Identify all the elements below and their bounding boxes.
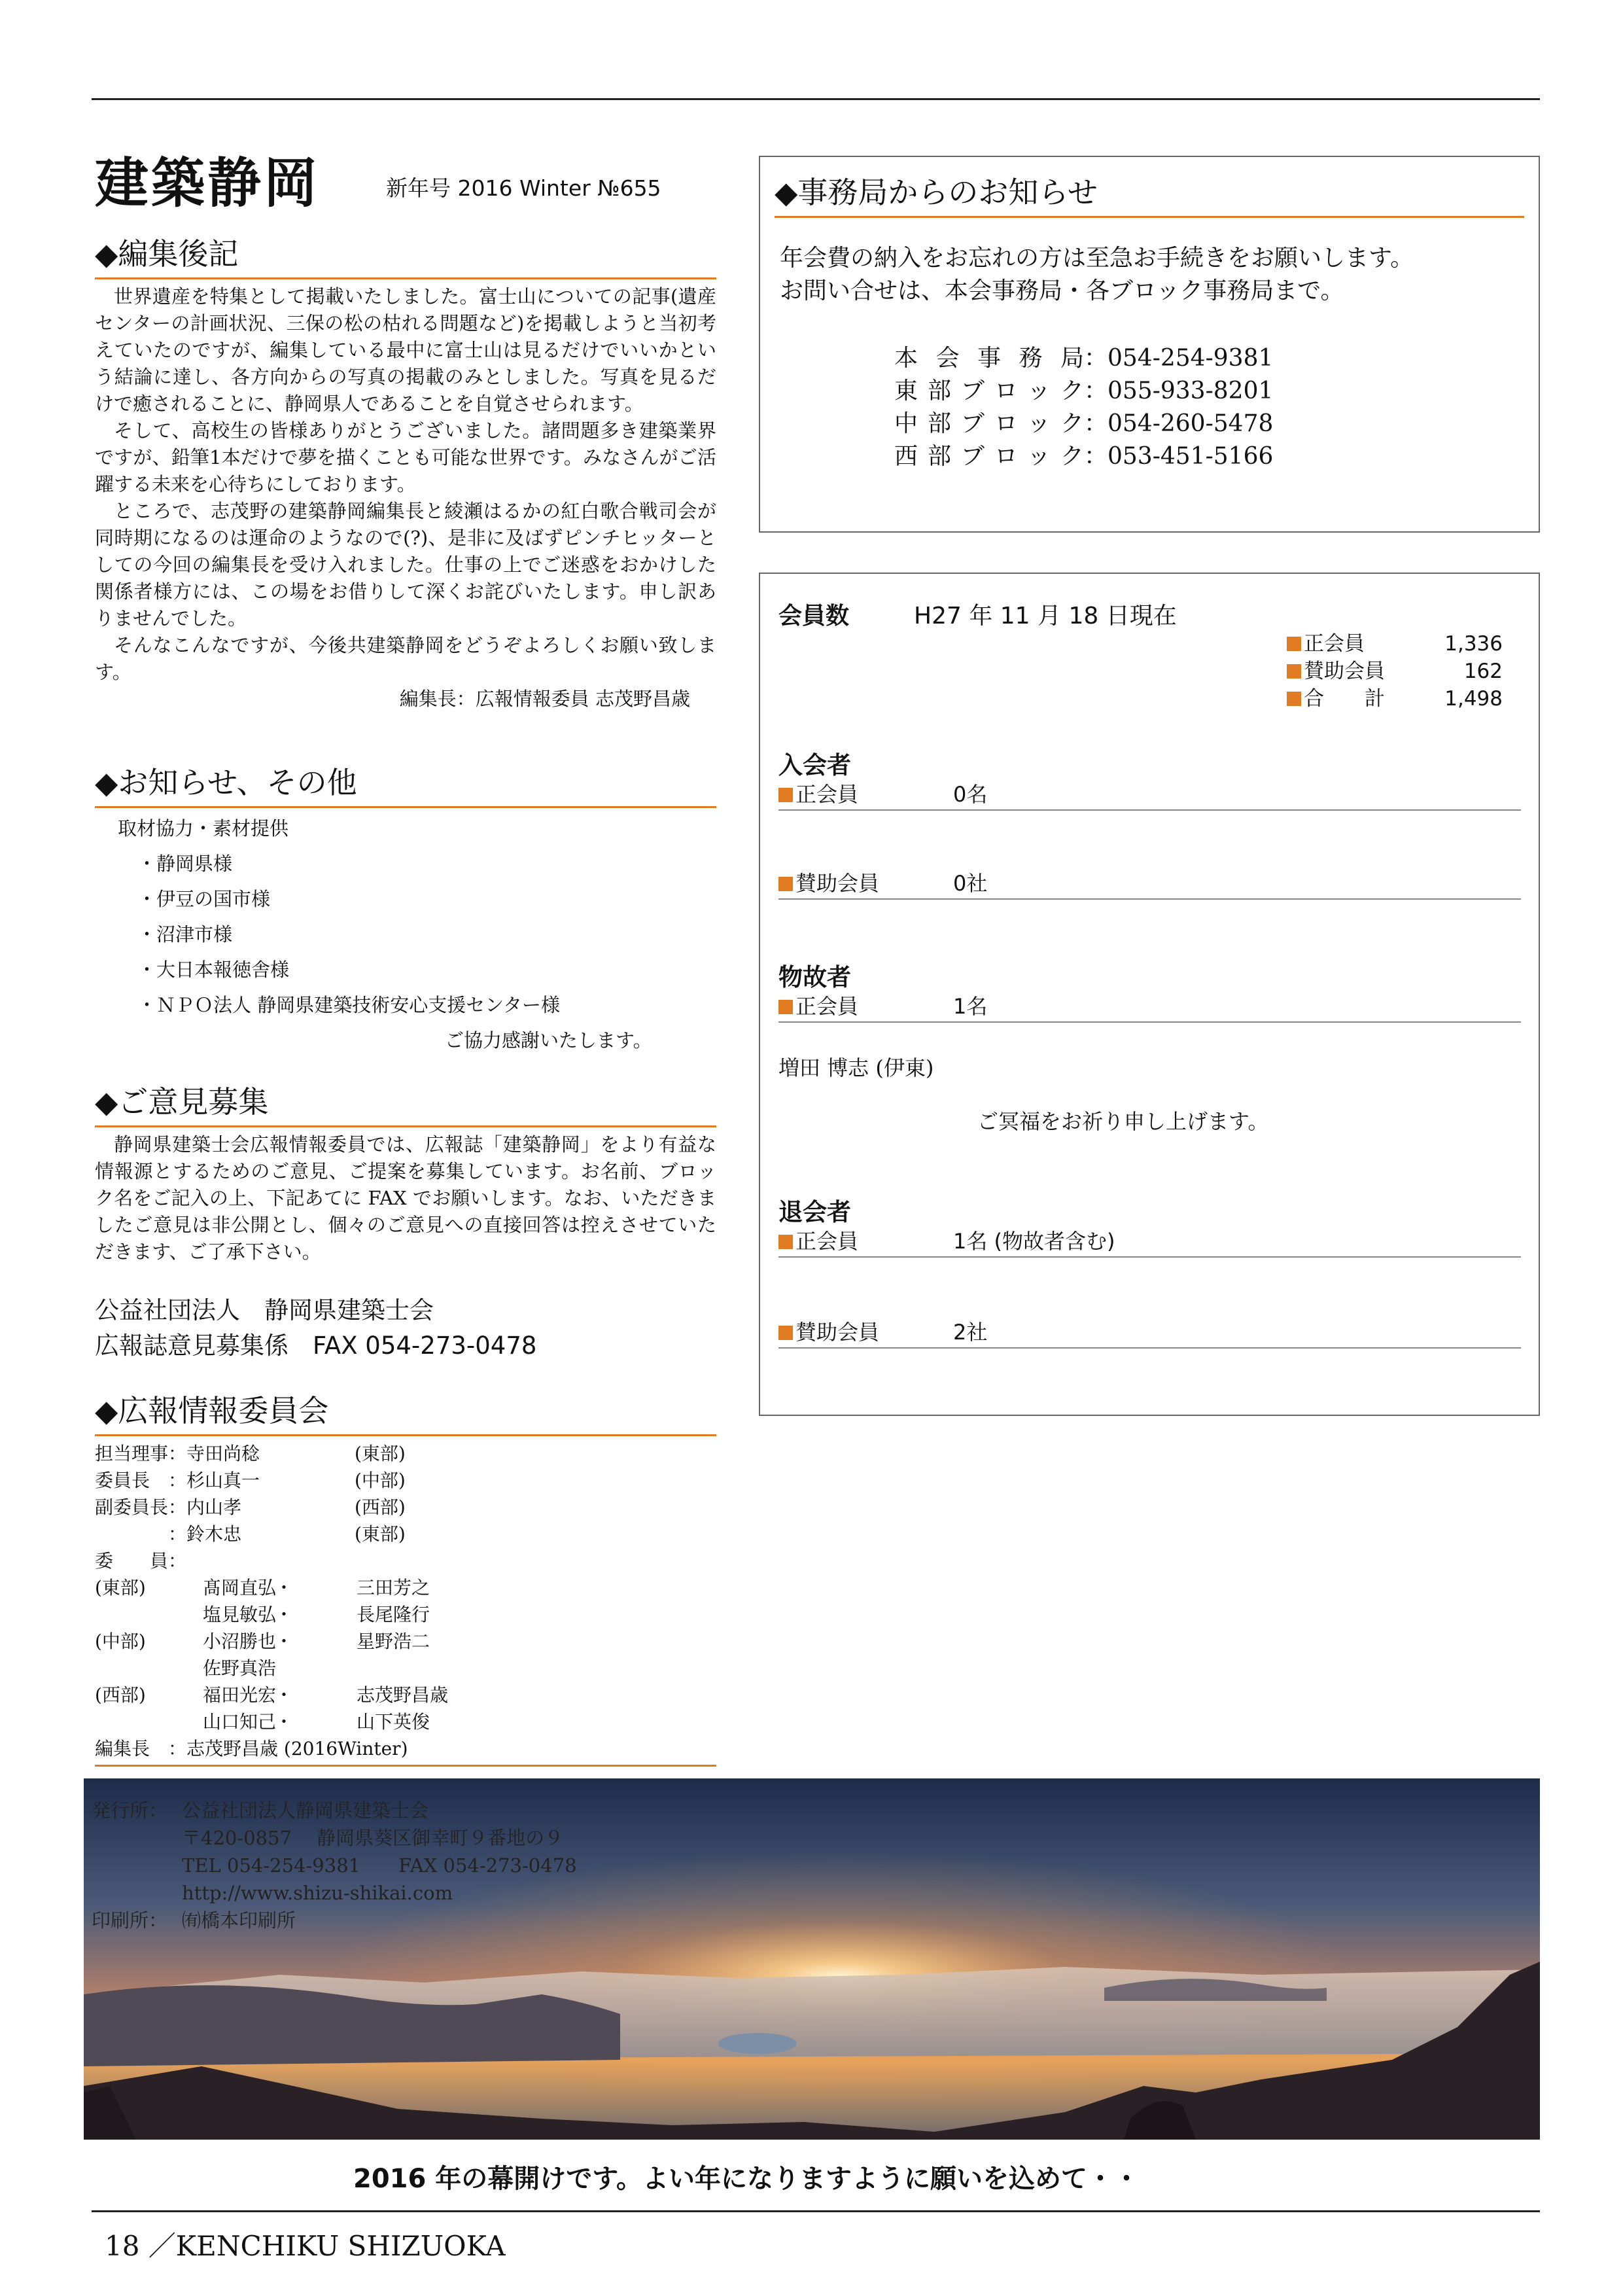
issue-label: 新年号 2016 Winter №655 [386,175,661,201]
editorial-signature: 編集長：広報情報委員 志茂野昌歳 [399,688,690,710]
orange-square-icon [778,788,793,802]
notices-section [95,759,716,1058]
left-rule [778,1256,1521,1258]
membership-heading: 会員数 [778,603,850,629]
committee-heading: ◆広報情報委員会 [95,1387,716,1436]
stat-row [1287,685,1503,713]
stat-label: 合 計 [1304,687,1385,711]
notices-thanks: ご協力感謝いたします。 [445,1029,652,1051]
orange-square-icon [1287,664,1301,679]
office-notice-text [780,242,1414,308]
phone-number: ：054-254-9381 [1084,345,1274,372]
publisher-row [92,1852,746,1879]
opinions-body [95,1131,716,1265]
publisher-row [92,1824,746,1852]
committee-cell: 福田光宏 [203,1684,277,1706]
committee-cell: (西部) [355,1496,406,1518]
editorial-paragraph: そして、高校生の皆様ありがとうございました。諸問題多き建築業界ですが、鉛筆1本だけで夢を描くことも可能な世界です。みなさんがご活躍する未来を心待ちにしております。 [95,419,716,495]
committee-cell: ：鈴木忠 [95,1523,242,1545]
stat-value: 162 [1463,660,1503,683]
orange-square-icon [1287,637,1301,651]
bottom-rule [92,2210,1540,2212]
committee-cell: 編集長 ：志茂野昌歳 (2016Winter) [95,1738,408,1759]
committee-cell: 髙岡直弘 [203,1577,277,1598]
stat-label: 賛助会員 [1304,660,1385,683]
publisher-cell: 〒420-0857 静岡県葵区御幸町９番地の９ [182,1827,564,1849]
opinions-fax: 広報誌意見募集係 FAX 054-273-0478 [95,1332,537,1360]
committee-row [95,1735,716,1762]
publisher-cell: ㈲橋本印刷所 [182,1909,296,1932]
office-notice-line: お問い合せは、本会事務局・各ブロック事務局まで。 [780,277,1344,304]
phone-row [894,440,1273,473]
opinions-section [95,1078,716,1364]
joined-support-value: 0社 [953,871,988,896]
stat-row [1287,658,1503,685]
stat-value: 1,498 [1444,687,1503,711]
committee-row [95,1467,716,1494]
phone-number: ：054-260-5478 [1084,410,1274,437]
office-notice-line: 年会費の納入をお忘れの方は至急お手続きをお願いします。 [780,245,1414,272]
publisher-cell: http://www.shizu-shikai.com [182,1882,453,1904]
editorial-body [95,283,716,713]
left-regular-value: 1名 (物故者含む) [953,1229,1115,1254]
committee-bottom-rule [95,1765,716,1767]
committee-cell: 佐野真浩 [203,1657,277,1679]
deceased-regular-value: 1名 [953,994,988,1019]
committee-cell: 委員長 ：杉山真一 [95,1470,260,1491]
committee-cell: 担当理事：寺田尚稔 [95,1443,260,1464]
committee-cell: 星野浩二 [357,1631,430,1652]
editorial-paragraph: ところで、志茂野の建築静岡編集長と綾瀬はるかの紅白歌合戦司会が同時期になるのは運命のようなので(?)、是非に及ばずピンチヒッターとしての今回の編集長を受け入れました。仕事の上でご迷惑をおかけした関係者様方には、この場をお借りして深くお詫びいたします。申し訳ありませんでした。 [95,500,716,629]
publisher-row [92,1797,746,1824]
publisher-cell: 印刷所： [92,1909,168,1932]
orange-square-icon [778,877,793,891]
left-support-rule [778,1347,1521,1349]
stat-label: 正会員 [1304,632,1365,656]
committee-cell: 三田芳之 [357,1577,430,1598]
committee-cell: (中部) [95,1631,146,1652]
committee-cell: 副委員長：内山孝 [95,1496,242,1518]
joined-support: 賛助会員 [778,867,879,897]
committee-row [95,1601,716,1628]
committee-row [95,1708,716,1735]
notice-item: ・ＮＰＯ法人 静岡県建築技術安心支援センター様 [137,994,561,1016]
joined-regular: 正会員 [778,778,858,808]
phone-row [894,375,1273,408]
committee-list [95,1440,716,1762]
committee-cell: 山下英俊 [357,1711,430,1733]
editorial-section [95,230,716,713]
joined-rule [778,809,1521,811]
committee-row [95,1521,716,1547]
committee-cell: ・ [275,1711,294,1733]
notice-item: ・静岡県様 [137,853,233,875]
phone-label: 本会事務局 [894,345,1084,372]
opinions-org: 公益社団法人 静岡県建築士会 [95,1296,434,1324]
phone-number: ：053-451-5166 [1084,443,1274,470]
joined-support-rule [778,898,1521,900]
photo-caption: 2016 年の幕開けです。よい年になりますように願いを込めて・・ [353,2164,1140,2194]
office-notice-box [759,156,1540,533]
committee-cell: ・ [275,1604,294,1625]
committee-section [95,1387,716,1767]
left-title: 退会者 [778,1198,851,1226]
committee-row [95,1547,716,1574]
notice-item: ・伊豆の国市様 [137,888,271,910]
publisher-info [92,1797,746,1934]
orange-square-icon [778,1326,793,1340]
deceased-name: 増田 博志 (伊東) [778,1055,934,1080]
deceased-regular: 正会員 [778,990,858,1020]
left-support: 賛助会員 [778,1316,879,1346]
notices-heading: ◆お知らせ、その他 [95,759,716,808]
committee-cell: 志茂野昌歳 [357,1684,449,1706]
editorial-paragraph: そんなこんなですが、今後共建築静岡をどうぞよろしくお願い致します。 [95,634,716,683]
top-rule [92,98,1540,100]
committee-cell: (東部) [95,1577,146,1598]
committee-row [95,1494,716,1521]
notice-item: ・沼津市様 [137,923,233,945]
committee-row [95,1682,716,1708]
orange-square-icon [778,1000,793,1014]
committee-cell: ・ [275,1684,294,1706]
committee-row [95,1440,716,1467]
page-footer: 18 ／KENCHIKU SHIZUOKA [105,2230,506,2262]
editorial-heading: ◆編集後記 [95,230,716,279]
stat-row [1287,630,1503,658]
orange-square-icon [1287,692,1301,706]
committee-cell: 小沼勝也 [203,1631,277,1652]
committee-cell: (東部) [355,1443,406,1464]
left-support-value: 2社 [953,1320,988,1345]
magazine-title: 建築静岡 [95,152,321,215]
phone-row [894,408,1273,440]
publisher-cell: 公益社団法人静岡県建築士会 [182,1799,429,1822]
condolence-text: ご冥福をお祈り申し上げます。 [977,1109,1269,1134]
notice-item: ・大日本報徳舎様 [137,959,290,981]
phone-label: 東部ブロック [894,378,1084,404]
phone-label: 西部ブロック [894,443,1084,470]
orange-square-icon [778,1235,793,1249]
publisher-cell: 発行所： [92,1799,168,1822]
publisher-row [92,1907,746,1934]
committee-row [95,1628,716,1655]
committee-cell: ・ [275,1631,294,1652]
editorial-paragraph: 世界遺産を特集として掲載いたしました。富士山についての記事(遺産センターの計画状況、三保の松の枯れる問題など)を掲載しようと当初考えていたのですが、編集している最中に富士山は見るだけでいいかという結論に達し、各方向からの写真の掲載のみとしました。写真を見るだけで癒されることに、静岡県人であることを自覚させられます。 [95,285,716,415]
committee-cell: ・ [275,1577,294,1598]
phone-number: ：055-933-8201 [1084,378,1274,404]
committee-row [95,1655,716,1682]
membership-stats [1287,630,1503,713]
committee-cell: 山口知己 [203,1711,277,1733]
committee-cell: 塩見敏弘 [203,1604,277,1625]
phone-label: 中部ブロック [894,410,1084,437]
joined-regular-value: 0名 [953,782,988,807]
opinions-text: 静岡県建築士会広報情報委員では、広報誌「建築静岡」をより有益な情報源とするためのご意見、ご提案を募集しています。お名前、ブロック名をご記入の上、下記あてに FAX でお願いします。なお、いただきましたご意見は非公開とし、個々のご意見への直接回答は控えさせていただきます、ご了承下さい。 [95,1133,716,1263]
publisher-row [92,1879,746,1907]
office-notice-heading: ◆事務局からのお知らせ [775,169,1524,218]
deceased-rule [778,1021,1521,1023]
membership-box [759,573,1540,1416]
committee-cell: (東部) [355,1523,406,1545]
committee-cell: (西部) [95,1684,146,1706]
opinions-heading: ◆ご意見募集 [95,1078,716,1127]
committee-cell: (中部) [355,1470,406,1491]
left-regular: 正会員 [778,1225,858,1255]
committee-row [95,1574,716,1601]
publisher-cell: TEL 054-254-9381 FAX 054-273-0478 [182,1854,577,1877]
committee-cell: 長尾隆行 [357,1604,430,1625]
joined-title: 入会者 [778,751,851,779]
stat-value: 1,336 [1444,632,1503,656]
phone-list [894,342,1273,473]
membership-date: H27 年 11 月 18 日現在 [914,603,1177,629]
committee-cell: 委 員： [95,1550,187,1572]
deceased-title: 物故者 [778,963,851,991]
phone-row [894,342,1273,375]
notices-intro: 取材協力・素材提供 [118,817,289,839]
